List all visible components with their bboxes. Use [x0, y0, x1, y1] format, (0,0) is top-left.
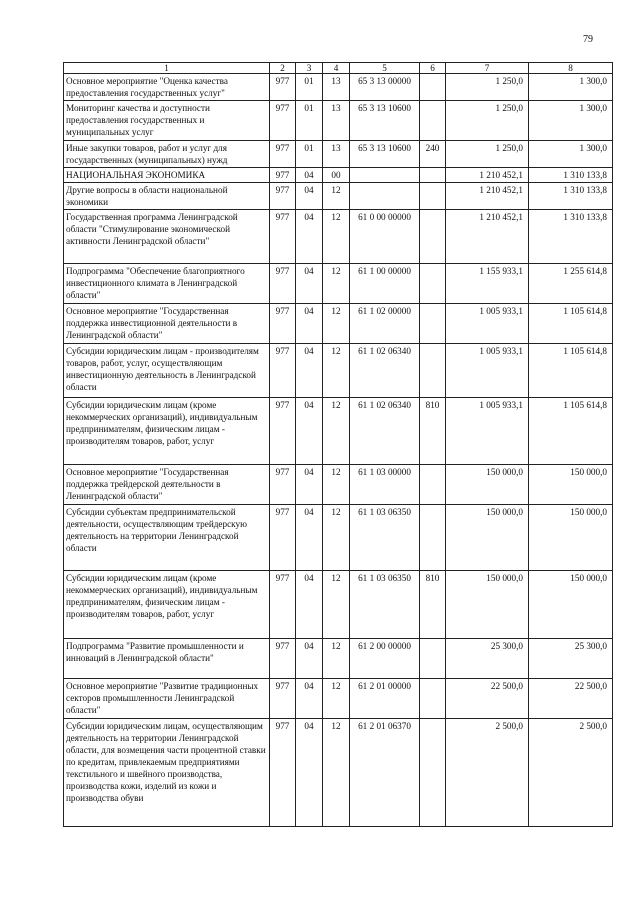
table-row	[64, 141, 613, 168]
row-section: 04	[296, 679, 323, 719]
row-expense-type: 810	[420, 571, 446, 639]
table-row	[64, 168, 613, 183]
row-code: 977	[270, 183, 296, 210]
row-target-article: 61 2 01 00000	[350, 679, 420, 719]
row-code: 977	[270, 679, 296, 719]
row-sum-2: 1 300,0	[529, 141, 613, 168]
row-sum-1: 22 500,0	[446, 679, 529, 719]
row-target-article: 61 1 03 06350	[350, 505, 420, 571]
row-expense-type	[420, 304, 446, 344]
row-code: 977	[270, 465, 296, 505]
row-name: Основное мероприятие "Государственная поддержка инвестиционной деятельности в Ленинградской области"	[64, 304, 270, 344]
row-expense-type	[420, 679, 446, 719]
row-expense-type	[420, 264, 446, 304]
header-cell: 2	[270, 63, 296, 74]
row-sum-1: 1 250,0	[446, 141, 529, 168]
row-code: 977	[270, 571, 296, 639]
row-name: Основное мероприятие "Развитие традиционных секторов промышленности Ленинградской области"	[64, 679, 270, 719]
row-name: Субсидии юридическим лицам (кроме некоммерческих организаций), индивидуальным предпринимателям, физическим лицам - производителям товаров, работ, услуг	[64, 571, 270, 639]
row-section: 01	[296, 74, 323, 101]
row-section: 04	[296, 183, 323, 210]
row-code: 977	[270, 719, 296, 827]
row-subsection: 13	[323, 74, 350, 101]
table-row	[64, 719, 613, 827]
row-subsection: 12	[323, 465, 350, 505]
row-subsection: 12	[323, 398, 350, 465]
row-subsection: 12	[323, 571, 350, 639]
table-row	[64, 398, 613, 465]
row-sum-1: 1 250,0	[446, 74, 529, 101]
table-row	[64, 505, 613, 571]
row-sum-1: 1 005 933,1	[446, 304, 529, 344]
row-sum-2: 1 255 614,8	[529, 264, 613, 304]
table-row	[64, 210, 613, 264]
row-subsection: 12	[323, 264, 350, 304]
row-name: Субсидии юридическим лицам, осуществляющим деятельность на территории Ленинградской области, для возмещения части процентной ставки по кредитам, привлекаемым предприятиями текстильного и швейного производства, производства кожи, изделий из кожи и производства обуви	[64, 719, 270, 827]
row-target-article: 65 3 13 10600	[350, 141, 420, 168]
row-section: 01	[296, 141, 323, 168]
header-cell: 1	[64, 63, 270, 74]
row-subsection: 13	[323, 101, 350, 141]
row-name: Подпрограмма "Развитие промышленности и инноваций в Ленинградской области"	[64, 639, 270, 679]
row-target-article: 61 1 03 00000	[350, 465, 420, 505]
row-subsection: 12	[323, 210, 350, 264]
row-sum-2: 1 310 133,8	[529, 168, 613, 183]
row-sum-2: 150 000,0	[529, 465, 613, 505]
row-expense-type	[420, 168, 446, 183]
budget-table	[63, 62, 613, 827]
row-sum-1: 1 250,0	[446, 101, 529, 141]
row-sum-2: 1 105 614,8	[529, 344, 613, 398]
row-section: 04	[296, 264, 323, 304]
header-cell: 8	[529, 63, 613, 74]
row-sum-1: 150 000,0	[446, 571, 529, 639]
row-name: Основное мероприятие "Оценка качества предоставления государственных услуг"	[64, 74, 270, 101]
row-target-article: 61 1 00 00000	[350, 264, 420, 304]
row-expense-type	[420, 74, 446, 101]
row-subsection: 12	[323, 505, 350, 571]
row-code: 977	[270, 304, 296, 344]
row-code: 977	[270, 210, 296, 264]
row-target-article: 61 2 01 06370	[350, 719, 420, 827]
row-sum-2: 1 300,0	[529, 101, 613, 141]
table-row	[64, 74, 613, 101]
row-sum-2: 1 300,0	[529, 74, 613, 101]
row-target-article	[350, 183, 420, 210]
row-code: 977	[270, 398, 296, 465]
row-target-article	[350, 168, 420, 183]
row-target-article: 61 1 02 06340	[350, 398, 420, 465]
table-header-row	[64, 63, 613, 74]
row-name: НАЦИОНАЛЬНАЯ ЭКОНОМИКА	[64, 168, 270, 183]
header-cell: 5	[350, 63, 420, 74]
header-cell: 7	[446, 63, 529, 74]
row-section: 04	[296, 571, 323, 639]
row-section: 04	[296, 639, 323, 679]
row-code: 977	[270, 264, 296, 304]
row-target-article: 61 1 02 00000	[350, 304, 420, 344]
row-section: 04	[296, 719, 323, 827]
row-section: 04	[296, 465, 323, 505]
row-sum-1: 2 500,0	[446, 719, 529, 827]
row-target-article: 61 0 00 00000	[350, 210, 420, 264]
row-sum-2: 1 310 133,8	[529, 183, 613, 210]
row-subsection: 12	[323, 679, 350, 719]
row-sum-2: 25 300,0	[529, 639, 613, 679]
row-sum-1: 1 210 452,1	[446, 183, 529, 210]
row-expense-type	[420, 465, 446, 505]
row-sum-2: 150 000,0	[529, 571, 613, 639]
row-expense-type	[420, 210, 446, 264]
row-name: Подпрограмма "Обеспечение благоприятного инвестиционного климата в Ленинградской области"	[64, 264, 270, 304]
row-sum-1: 150 000,0	[446, 505, 529, 571]
table-row	[64, 679, 613, 719]
row-name: Государственная программа Ленинградской области "Стимулирование экономической активности Ленинградской области"	[64, 210, 270, 264]
header-cell: 3	[296, 63, 323, 74]
row-name: Другие вопросы в области национальной экономики	[64, 183, 270, 210]
table-row	[64, 304, 613, 344]
row-target-article: 61 1 03 06350	[350, 571, 420, 639]
table-row	[64, 639, 613, 679]
row-code: 977	[270, 168, 296, 183]
table-row	[64, 264, 613, 304]
row-sum-1: 150 000,0	[446, 465, 529, 505]
row-sum-2: 150 000,0	[529, 505, 613, 571]
row-target-article: 61 1 02 06340	[350, 344, 420, 398]
row-code: 977	[270, 639, 296, 679]
row-section: 01	[296, 101, 323, 141]
row-code: 977	[270, 141, 296, 168]
row-sum-1: 1 210 452,1	[446, 168, 529, 183]
row-subsection: 12	[323, 719, 350, 827]
row-section: 04	[296, 304, 323, 344]
row-subsection: 12	[323, 304, 350, 344]
row-sum-1: 25 300,0	[446, 639, 529, 679]
row-section: 04	[296, 344, 323, 398]
row-name: Основное мероприятие "Государственная поддержка трейдерской деятельности в Ленинградской области"	[64, 465, 270, 505]
row-sum-1: 1 005 933,1	[446, 398, 529, 465]
row-sum-1: 1 005 933,1	[446, 344, 529, 398]
row-section: 04	[296, 505, 323, 571]
row-sum-2: 1 105 614,8	[529, 304, 613, 344]
table-row	[64, 465, 613, 505]
row-name: Мониторинг качества и доступности предоставления государственных и муниципальных услуг	[64, 101, 270, 141]
header-cell: 6	[420, 63, 446, 74]
row-expense-type	[420, 101, 446, 141]
row-expense-type	[420, 183, 446, 210]
row-code: 977	[270, 505, 296, 571]
row-target-article: 65 3 13 10600	[350, 101, 420, 141]
row-subsection: 13	[323, 141, 350, 168]
row-code: 977	[270, 74, 296, 101]
row-target-article: 61 2 00 00000	[350, 639, 420, 679]
row-code: 977	[270, 344, 296, 398]
row-code: 977	[270, 101, 296, 141]
row-name: Субсидии юридическим лицам (кроме некоммерческих организаций), индивидуальным предпринимателям, физическим лицам - производителям товаров, работ, услуг	[64, 398, 270, 465]
header-cell: 4	[323, 63, 350, 74]
table-row	[64, 344, 613, 398]
row-section: 04	[296, 210, 323, 264]
row-subsection: 12	[323, 344, 350, 398]
row-expense-type	[420, 719, 446, 827]
table-row	[64, 183, 613, 210]
row-subsection: 12	[323, 183, 350, 210]
row-section: 04	[296, 168, 323, 183]
table-row	[64, 571, 613, 639]
row-sum-2: 2 500,0	[529, 719, 613, 827]
row-expense-type	[420, 344, 446, 398]
row-subsection: 00	[323, 168, 350, 183]
row-name: Субсидии юридическим лицам - производителям товаров, работ, услуг, осуществляющим инвестиционную деятельность в Ленинградской области	[64, 344, 270, 398]
row-sum-2: 22 500,0	[529, 679, 613, 719]
row-sum-1: 1 155 933,1	[446, 264, 529, 304]
row-name: Иные закупки товаров, работ и услуг для государственных (муниципальных) нужд	[64, 141, 270, 168]
table-row	[64, 101, 613, 141]
row-expense-type	[420, 505, 446, 571]
row-section: 04	[296, 398, 323, 465]
row-expense-type	[420, 639, 446, 679]
row-target-article: 65 3 13 00000	[350, 74, 420, 101]
row-name: Субсидии субъектам предпринимательской деятельности, осуществляющим трейдерскую деятельность на территории Ленинградской области	[64, 505, 270, 571]
row-subsection: 12	[323, 639, 350, 679]
row-sum-1: 1 210 452,1	[446, 210, 529, 264]
row-expense-type: 240	[420, 141, 446, 168]
page-number: 79	[583, 34, 593, 45]
row-sum-2: 1 105 614,8	[529, 398, 613, 465]
row-expense-type: 810	[420, 398, 446, 465]
row-sum-2: 1 310 133,8	[529, 210, 613, 264]
